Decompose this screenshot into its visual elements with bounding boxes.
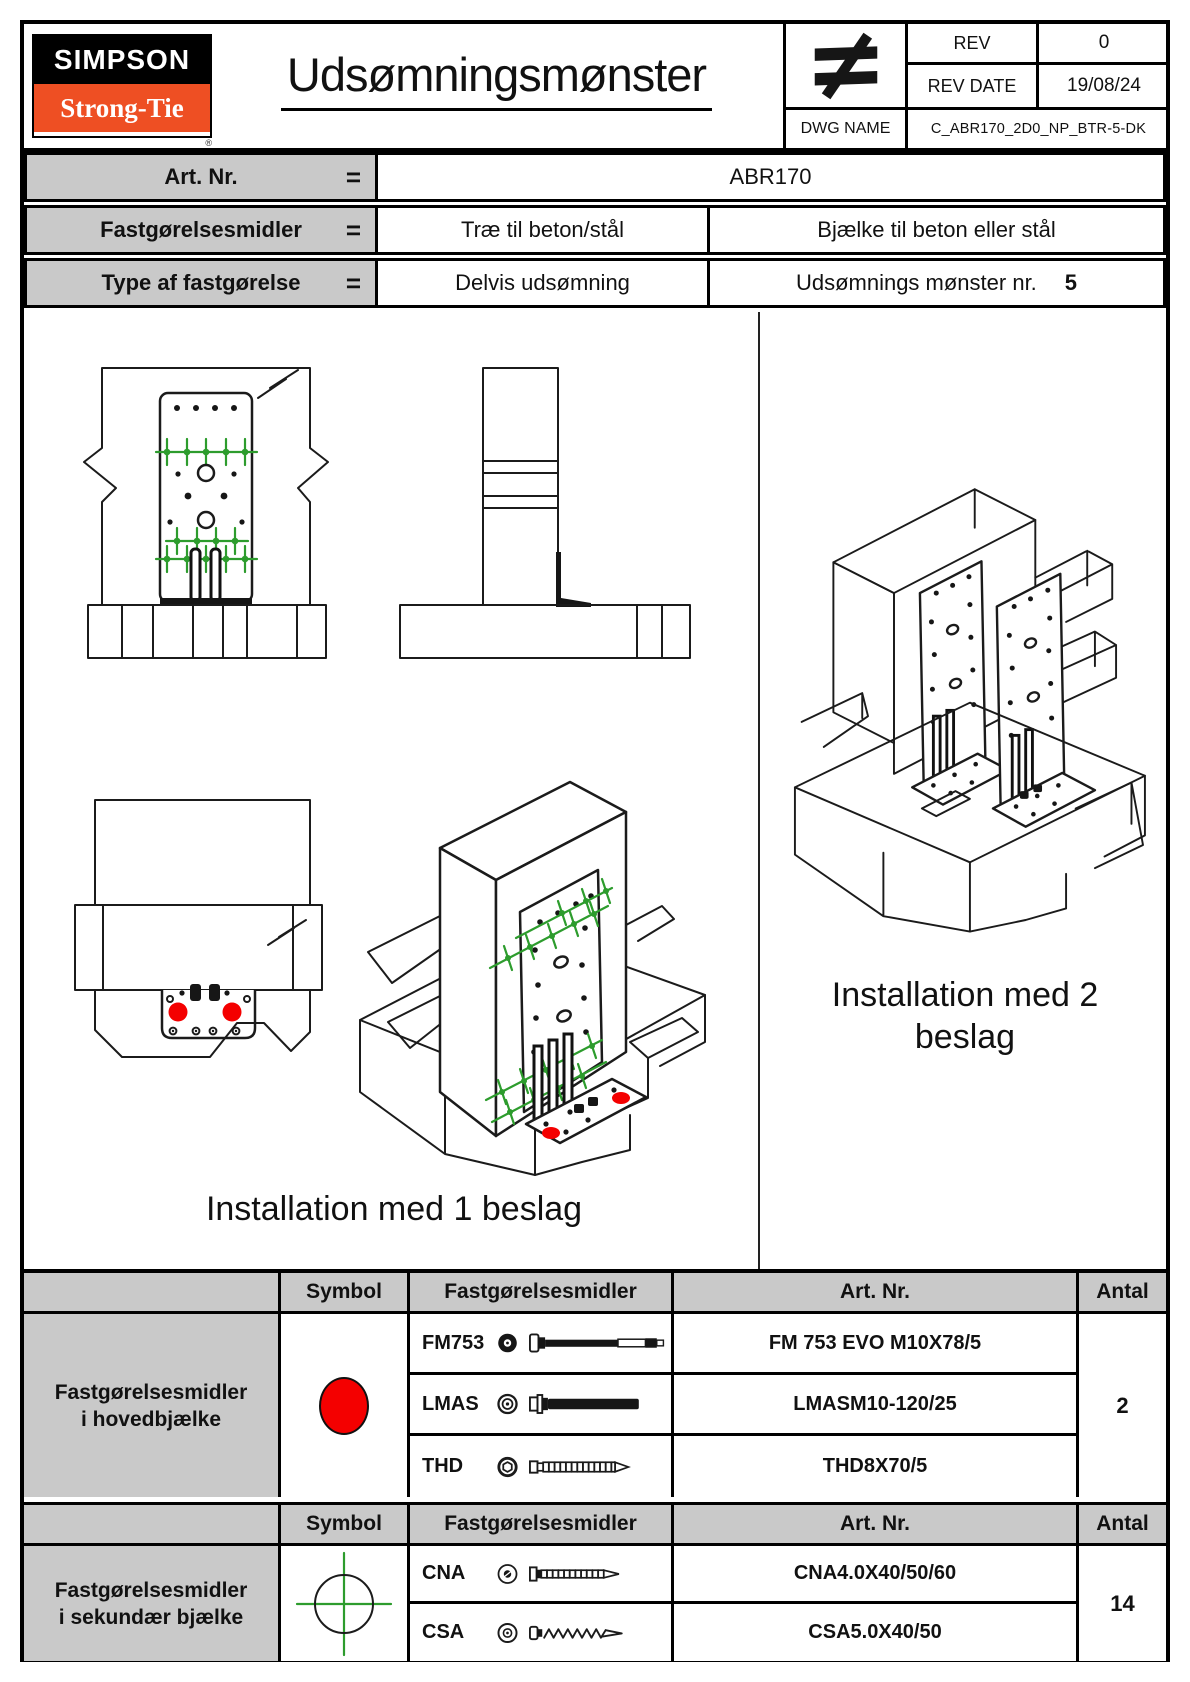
equals-sign: = [345, 214, 361, 245]
col-fastener: Fastgørelsesmidler [410, 1273, 674, 1314]
lmas-bolt-icon [529, 1391, 671, 1417]
symbol-green-nail [281, 1546, 410, 1661]
dwg-name-label: DWG NAME [786, 110, 908, 148]
type-label: Type af fastgørelse [101, 270, 301, 295]
cna-head-icon [496, 1562, 519, 1586]
col-art-nr: Art. Nr. [674, 1505, 1079, 1546]
art-csa: CSA5.0X40/50 [674, 1604, 1079, 1661]
col-symbol: Symbol [281, 1273, 410, 1314]
fastener-table-hovedbjaelke [24, 1269, 1166, 1497]
info-row-art-nr [24, 152, 1166, 202]
fastener-label: Fastgørelsesmidler [100, 217, 302, 242]
red-anchor-symbol-icon [319, 1377, 369, 1435]
equals-sign: = [345, 267, 361, 298]
fastener-value-right: Bjælke til beton eller stål [817, 217, 1056, 242]
fastener-value-left: Træ til beton/stål [378, 208, 710, 252]
dwg-name-value: C_ABR170_2D0_NP_BTR-5-DK [930, 121, 1147, 137]
row-label-hovedbjaelke: Fastgørelsesmidler i hovedbjælke [24, 1314, 281, 1497]
info-row-type [24, 258, 1166, 308]
col-symbol: Symbol [281, 1505, 410, 1546]
iso-two-brackets-drawing [770, 470, 1166, 970]
cna-nail-icon [529, 1561, 671, 1587]
not-equal-icon [803, 30, 889, 102]
thd-label: THD [422, 1455, 464, 1477]
simpson-strongtie-logo [32, 34, 212, 148]
csa-screw-icon [529, 1620, 671, 1646]
fastener-cna [410, 1546, 674, 1604]
caption-one-bracket: Installation med 1 beslag [205, 1190, 583, 1228]
rev-value: 0 [1039, 24, 1169, 65]
fastener-fm753 [410, 1314, 674, 1375]
equals-sign: = [345, 161, 361, 192]
csa-head-icon [496, 1621, 519, 1645]
lmas-label: LMAS [422, 1392, 479, 1415]
logo-strongtie-text: Strong-Tie [34, 84, 210, 132]
revision-table [783, 24, 1169, 148]
spacer-cell [24, 1505, 281, 1546]
thd-screw-icon [529, 1454, 671, 1480]
rev-date-value: 19/08/24 [1039, 65, 1169, 110]
top-view-drawing [60, 780, 340, 1090]
not-equal-icon [786, 24, 908, 110]
info-table [24, 152, 1166, 311]
side-view-drawing [370, 330, 700, 660]
title-zone [214, 24, 779, 134]
fm753-bolt-icon [529, 1330, 671, 1356]
spacer-cell [24, 1273, 281, 1314]
col-fastener: Fastgørelsesmidler [410, 1505, 674, 1546]
registered-trademark: ® [205, 138, 212, 148]
fastener-thd [410, 1436, 674, 1497]
fastener-table-sekundaer-bjaelke [24, 1502, 1166, 1661]
rev-label: REV [908, 24, 1039, 65]
antal-sekundaer: 14 [1079, 1546, 1166, 1661]
art-fm753: FM 753 EVO M10X78/5 [674, 1314, 1079, 1375]
drawing-sheet [20, 20, 1170, 1662]
iso-one-bracket-drawing [330, 700, 730, 1200]
art-nr-label: Art. Nr. [164, 164, 238, 189]
fastener-lmas [410, 1375, 674, 1436]
col-antal: Antal [1079, 1505, 1166, 1546]
thd-head-icon [496, 1455, 519, 1479]
rev-date-label: REV DATE [908, 65, 1039, 110]
panel-divider [758, 312, 760, 1269]
lmas-head-icon [496, 1392, 519, 1416]
symbol-red-anchor [281, 1314, 410, 1497]
pattern-nr-label: Udsømnings mønster nr. [795, 270, 1037, 295]
pattern-nr-value: 5 [1064, 270, 1078, 295]
art-cna: CNA4.0X40/50/60 [674, 1546, 1079, 1604]
type-value-left: Delvis udsømning [378, 261, 710, 305]
logo-simpson-text: SIMPSON [34, 36, 210, 84]
art-thd: THD8X70/5 [674, 1436, 1079, 1497]
fm753-head-icon [496, 1331, 519, 1355]
col-antal: Antal [1079, 1273, 1166, 1314]
row-label-sekundaer: Fastgørelsesmidler i sekundær bjælke [24, 1546, 281, 1661]
info-row-fastener [24, 205, 1166, 255]
drawing-area [24, 312, 1166, 1269]
page-title: Udsømningsmønster [281, 47, 712, 111]
cna-label: CNA [422, 1562, 466, 1584]
art-lmas: LMASM10-120/25 [674, 1375, 1079, 1436]
fastener-csa [410, 1604, 674, 1661]
front-view-drawing [60, 330, 390, 660]
art-nr-value: ABR170 [729, 164, 812, 189]
col-art-nr: Art. Nr. [674, 1273, 1079, 1314]
antal-hovedbjaelke: 2 [1079, 1314, 1166, 1497]
caption-two-brackets: Installation med 2 beslag [831, 976, 1099, 1056]
fm753-label: FM753 [422, 1331, 485, 1354]
green-crosshair-symbol-icon [289, 1548, 399, 1660]
title-block [24, 24, 1166, 152]
csa-label: CSA [422, 1621, 465, 1643]
